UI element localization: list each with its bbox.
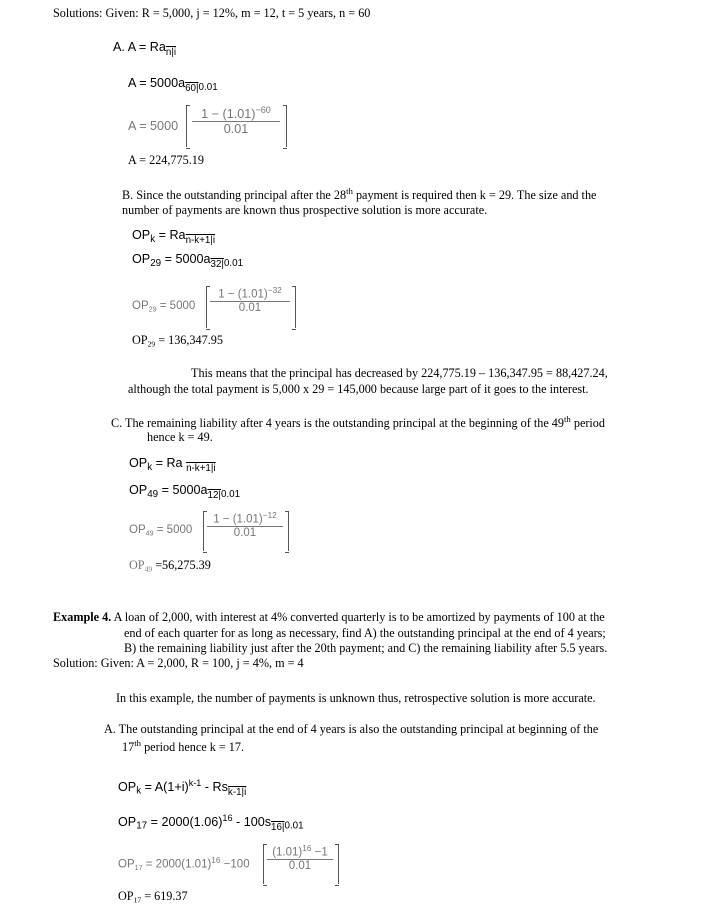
- c-text1-end: period: [570, 415, 605, 430]
- b-text1-sup: th: [346, 186, 353, 196]
- a3-num: 1 − (1.01): [201, 106, 256, 121]
- part-b-means1: This means that the principal has decreased by 224,775.19 – 136,347.95 = 88,427.24,: [191, 366, 608, 380]
- ex4-res-post: = 619.37: [141, 889, 188, 903]
- c-f3-num: 1 − (1.01): [213, 513, 263, 526]
- ex4-f2-sub: 16|: [271, 821, 285, 833]
- ex4-f2-k: 17: [136, 820, 148, 832]
- ex4-res-pre: OP: [118, 889, 134, 903]
- ex4-f1-mid: = A(1+i): [141, 779, 189, 794]
- ex4-f1-post: - Rs: [201, 779, 228, 794]
- c-f2-post: 0.01: [220, 488, 241, 500]
- c-f2-sub: 12|: [207, 489, 221, 501]
- c-res-k: 49: [144, 564, 153, 574]
- example4-intro: In this example, the number of payments is unknown thus, retrospective solution is more accurate.: [116, 691, 596, 705]
- example4-text2: end of each quarter for as long as necessary, find A) the outstanding principal at the end of 4 years;: [124, 626, 606, 640]
- ex4-f3-post: −100: [220, 858, 250, 871]
- part-c-f1: [129, 456, 216, 474]
- b-f2-pre: OP: [132, 252, 151, 266]
- a2-sub: 60|: [185, 82, 199, 94]
- ex4-f1-sub: k-1|i: [227, 786, 247, 798]
- example4-title: Example 4.: [53, 610, 112, 624]
- example4-text3: B) the remaining liability just after the 20th payment; and C) the remaining liability after 5.5 years.: [124, 641, 608, 655]
- example4-a2: [122, 738, 244, 755]
- part-a-result: A = 224,775.19: [128, 153, 204, 167]
- ex4-f3-pre: OP: [118, 858, 135, 871]
- ex4-f1: [118, 778, 246, 798]
- given-line: Solutions: Given: R = 5,000, j = 12%, m = 12, t = 5 years, n = 60: [53, 6, 371, 20]
- c-f1-pre: OP: [129, 456, 148, 470]
- b-f2-sub: 32|: [210, 258, 224, 270]
- part-b-means2: although the total payment is 5,000 x 29 = 145,000 because large part of it goes to the interest.: [128, 382, 589, 396]
- c-f2-pre: OP: [129, 483, 148, 497]
- b-f3-k: 29: [148, 305, 157, 314]
- ex4-f3-num: (1.01): [272, 846, 303, 859]
- b-f3-den: 0.01: [238, 301, 262, 314]
- ex4-f2-mid: = 2000(1.06): [147, 814, 223, 829]
- ex4-f1-exp: k-1: [188, 778, 202, 788]
- ex4-f3-den: 0.01: [288, 859, 312, 872]
- ex4-f2-end: 0.01: [284, 820, 304, 832]
- c-text1-sup: th: [563, 414, 571, 424]
- c-text1: C. The remaining liability after 4 years is the outstanding principal at the beginning of the 49: [111, 415, 564, 430]
- part-a-fraction: [192, 105, 280, 136]
- c-f1-k: k: [147, 461, 153, 473]
- ex4-f2-exp: 16: [222, 813, 233, 823]
- b-f1-mid: = Ra: [155, 228, 186, 242]
- b-f1-pre: OP: [132, 228, 151, 242]
- b-res-post: = 136,347.95: [155, 333, 223, 347]
- c-f1-sub: n-k+1|i: [186, 462, 216, 474]
- example4-given: Solution: Given: A = 2,000, R = 100, j = 4%, m = 4: [53, 656, 304, 670]
- c-f3-mid: = 5000: [153, 524, 193, 536]
- part-b-f1: [132, 228, 215, 246]
- ex4-result: [118, 889, 188, 905]
- b-f3-pre: OP: [132, 300, 149, 312]
- part-b-f3: [132, 300, 195, 313]
- example4-a1: A. The outstanding principal at the end of 4 years is also the outstanding principal at beginning of the: [104, 722, 599, 736]
- part-a-sub: n|i: [165, 46, 177, 58]
- part-b-text2: number of payments are known thus prospective solution is more accurate.: [122, 203, 488, 217]
- b-f1-sub: n-k+1|i: [185, 234, 216, 246]
- a3-exp: −60: [255, 105, 271, 115]
- ex4-f3-k: 17: [134, 864, 143, 873]
- ex4-res-k: 17: [133, 895, 142, 905]
- example4-t1: A loan of 2,000, with interest at 4% converted quarterly is to be amortized by payments of 100 at the: [111, 610, 605, 624]
- b-f3-mid: = 5000: [156, 300, 196, 312]
- b-text1-end: payment is required then k = 29. The size and the: [352, 187, 597, 202]
- part-b-text1: [122, 186, 596, 203]
- c-res-post: =56,275.39: [152, 558, 211, 572]
- ex4-a2-sup: th: [134, 738, 142, 748]
- part-b-f2: [132, 252, 243, 270]
- ex4-f3-numexp: 16: [302, 844, 312, 853]
- ex4-f3-mid: = 2000(1.01): [142, 858, 212, 871]
- b-f2-post: 0.01: [223, 257, 244, 269]
- b-text1: B. Since the outstanding principal after the 28: [122, 187, 347, 202]
- b-res-pre: OP: [132, 333, 148, 347]
- ex4-f3: [118, 856, 250, 872]
- part-a-line3-pre: A = 5000: [128, 119, 179, 133]
- part-c-text2: hence k = 49.: [147, 430, 213, 444]
- b-f3-exp: −32: [267, 286, 282, 295]
- ex4-f2-post: - 100s: [232, 814, 272, 829]
- b-f3-num: 1 − (1.01): [218, 288, 268, 301]
- ex4-a2-pre: 17: [122, 739, 135, 754]
- part-c-f3: [129, 524, 192, 537]
- example4-text1: [53, 610, 605, 625]
- part-a-line2: [128, 76, 218, 94]
- b-f2-mid: = 5000a: [161, 252, 211, 266]
- ex4-a2-post: period hence k = 17.: [141, 739, 245, 754]
- part-c-fraction: [207, 511, 283, 539]
- c-f1-mid: = Ra: [152, 456, 187, 470]
- a2-pre: A = 5000a: [128, 76, 186, 90]
- ex4-f3-exp: 16: [211, 856, 221, 865]
- part-a-formula: [113, 40, 176, 58]
- ex4-fraction: [267, 844, 333, 872]
- c-res-pre: OP: [129, 558, 145, 572]
- ex4-f1-pre: OP: [118, 779, 137, 794]
- c-f3-pre: OP: [129, 524, 146, 536]
- part-c-result: [129, 558, 211, 574]
- c-f3-exp: −12: [262, 511, 277, 520]
- b-f1-k: k: [150, 233, 156, 245]
- part-b-fraction: [210, 286, 290, 314]
- ex4-f2: [118, 813, 304, 833]
- ex4-f1-k: k: [136, 785, 142, 797]
- part-a-label: A. A = Ra: [113, 40, 166, 54]
- b-f2-k: 29: [150, 257, 162, 269]
- a3-den: 0.01: [223, 121, 249, 136]
- c-f2-k: 49: [147, 488, 159, 500]
- ex4-f3-numend: −1: [311, 846, 328, 859]
- part-c-text1: [111, 414, 605, 431]
- a2-post: 0.01: [198, 81, 218, 93]
- b-res-k: 29: [147, 339, 156, 349]
- c-f3-k: 49: [145, 529, 154, 538]
- part-c-f2: [129, 483, 240, 501]
- c-f2-mid: = 5000a: [158, 483, 208, 497]
- c-f3-den: 0.01: [233, 526, 257, 539]
- ex4-f2-pre: OP: [118, 814, 137, 829]
- part-b-result: [132, 333, 223, 349]
